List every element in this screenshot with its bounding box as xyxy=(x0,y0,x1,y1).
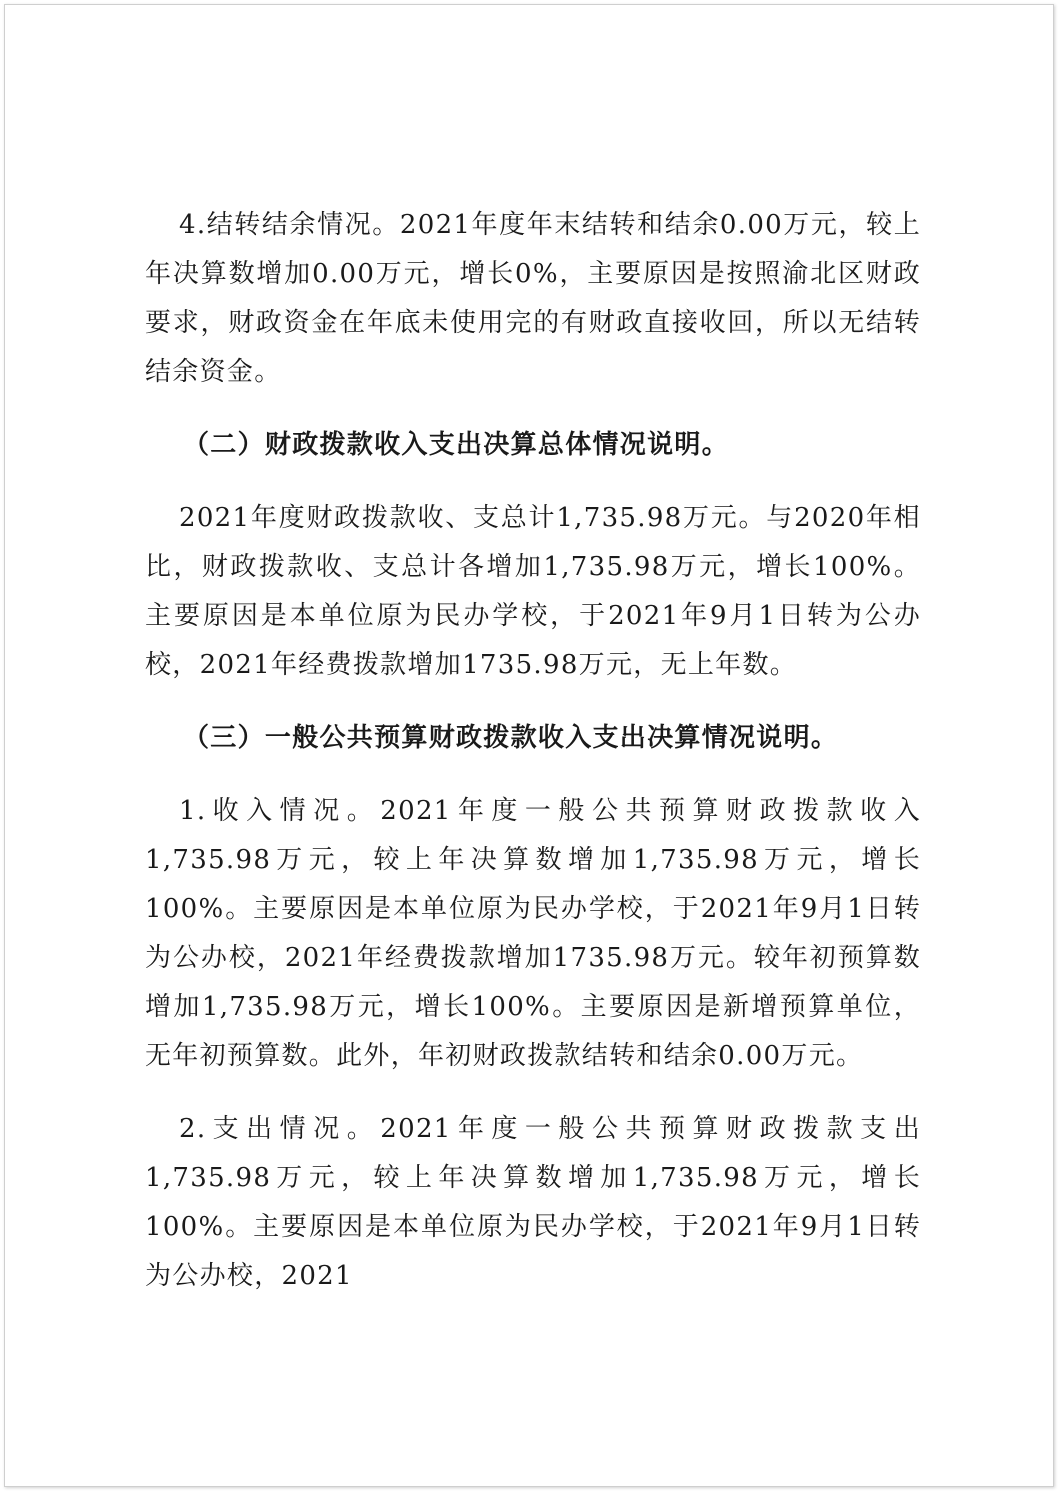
paragraph-fiscal-overall: 2021年度财政拨款收、支总计1,735.98万元。与2020年相比，财政拨款收、支总计各增加1,735.98万元，增长100%。主要原因是本单位原为民办学校，于2021年9月1日转为公办校，2021年经费拨款增加1735.98万元，无上年数。 xyxy=(145,503,921,680)
paragraph-expense: 2.支出情况。2021年度一般公共预算财政拨款支出1,735.98万元，较上年决算数增加1,735.98万元，增长100%。主要原因是本单位原为民办学校，于2021年9月1日转为公办校，2021 xyxy=(145,1114,921,1291)
document-page xyxy=(4,4,1054,1487)
paragraph-income: 1.收入情况。2021年度一般公共预算财政拨款收入1,735.98万元，较上年决算数增加1,735.98万元，增长100%。主要原因是本单位原为民办学校，于2021年9月1日转为公办校，2021年经费拨款增加1735.98万元。较年初预算数增加1,735.98万元，增长100%。主要原因是新增预算单位，无年初预算数。此外，年初财政拨款结转和结余0.00万元。 xyxy=(145,796,921,1071)
document-body xyxy=(145,201,921,1301)
paragraph-carryover-balance: 4.结转结余情况。2021年度年末结转和结余0.00万元，较上年决算数增加0.00万元，增长0%，主要原因是按照渝北区财政要求，财政资金在年底未使用完的有财政直接收回，所以无结转结余资金。 xyxy=(145,210,921,387)
section-heading-fiscal-overall: （二）财政拨款收入支出决算总体情况说明。 xyxy=(183,430,730,460)
section-heading-general-budget: （三）一般公共预算财政拨款收入支出决算情况说明。 xyxy=(183,723,839,753)
